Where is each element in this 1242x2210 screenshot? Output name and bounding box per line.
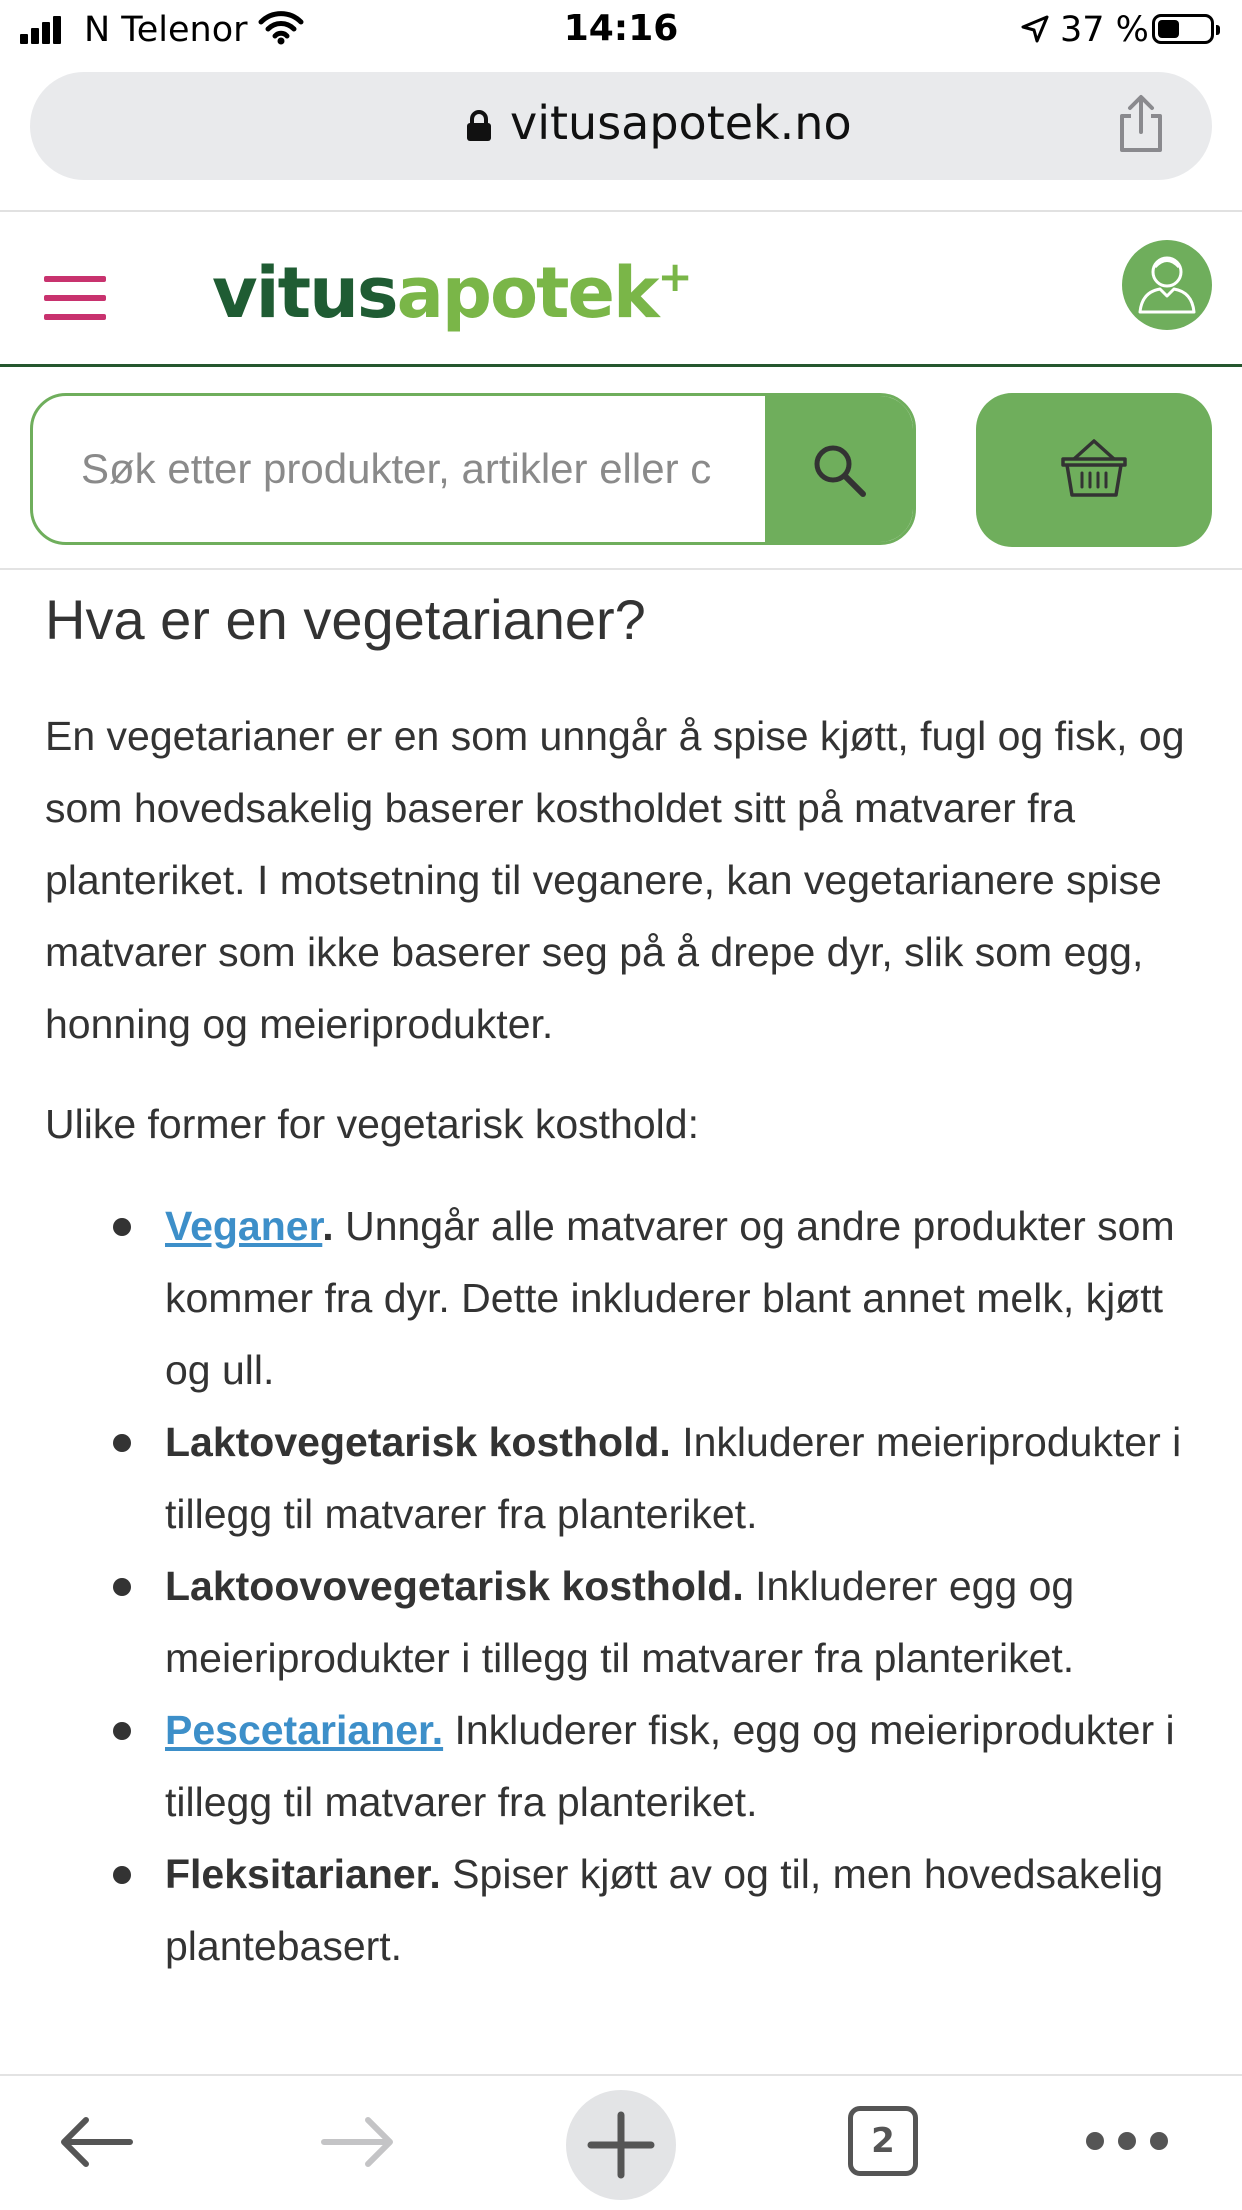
list-item bbox=[45, 1190, 1215, 1406]
list-item bbox=[45, 1406, 1215, 1550]
header-divider bbox=[0, 364, 1242, 367]
hamburger-menu-icon[interactable] bbox=[44, 276, 106, 320]
forward-arrow-icon[interactable] bbox=[318, 2112, 398, 2176]
clock: 14:16 bbox=[563, 8, 679, 49]
list-item bbox=[45, 1694, 1215, 1838]
article-heading: Hva er en vegetarianer? bbox=[45, 588, 646, 651]
article-paragraph: En vegetarianer er en som unngår å spise kjøtt, fugl og fisk, og som hovedsakelig baserer kostholdet sitt på matvarer fra planteriket. I motsetning til veganere, kan vegetarianere spise matvarer som ikke baserer seg på å drepe dyr, slik som egg, honning og meieriprodukter. bbox=[45, 713, 1185, 1047]
bullet bbox=[113, 1218, 131, 1236]
toolbar-divider bbox=[0, 210, 1242, 212]
search-icon bbox=[809, 440, 869, 500]
logo-plus: + bbox=[657, 252, 691, 301]
list-item bbox=[45, 1838, 1215, 1982]
list-item-term: Laktovegetarisk kosthold. bbox=[165, 1419, 671, 1465]
list-item-term: Fleksitarianer. bbox=[165, 1851, 441, 1897]
list-intro: Ulike former for vegetarisk kosthold: bbox=[45, 1101, 699, 1147]
list-item-text: Unngår alle matvarer og andre produkter som kommer fra dyr. Dette inkluderer blant annet melk, kjøtt og ull. bbox=[165, 1203, 1175, 1393]
list-item-text: Inkluderer meieriprodukter i tillegg til matvarer fra planteriket. bbox=[165, 1419, 1182, 1537]
list-item-text: Inkluderer fisk, egg og meieriprodukter i tillegg til matvarer fra planteriket. bbox=[165, 1707, 1175, 1825]
link-pescetarianer[interactable]: Pescetarianer. bbox=[165, 1707, 444, 1753]
term-suffix: . bbox=[322, 1203, 334, 1249]
user-icon[interactable] bbox=[1122, 240, 1212, 330]
list-item bbox=[45, 1550, 1215, 1694]
battery-percent: 37 % bbox=[1060, 10, 1149, 50]
tabs-icon[interactable]: 2 bbox=[848, 2106, 918, 2176]
bullet bbox=[113, 1434, 131, 1452]
list-item-text: Inkluderer egg og meieriprodukter i tillegg til matvarer fra planteriket. bbox=[165, 1563, 1075, 1681]
search-button[interactable] bbox=[765, 396, 913, 542]
plus-icon bbox=[585, 2109, 657, 2181]
battery-icon bbox=[1152, 14, 1214, 44]
new-tab-button[interactable] bbox=[566, 2090, 676, 2200]
location-arrow-icon bbox=[1020, 14, 1050, 48]
site-logo[interactable] bbox=[212, 252, 691, 334]
status-bar bbox=[0, 0, 1242, 62]
bullet bbox=[113, 1722, 131, 1740]
diet-list bbox=[45, 1190, 1215, 1982]
logo-part-vitus: vitus bbox=[212, 252, 397, 334]
share-icon[interactable] bbox=[1116, 94, 1166, 158]
list-item-term: Laktoovovegetarisk kosthold. bbox=[165, 1563, 744, 1609]
article bbox=[45, 570, 1215, 1982]
basket-icon bbox=[1060, 437, 1128, 501]
back-arrow-icon[interactable] bbox=[56, 2112, 136, 2176]
logo-part-apotek: apotek bbox=[396, 252, 658, 334]
url-text[interactable]: vitusapotek.no bbox=[510, 96, 852, 150]
link-veganer[interactable]: Veganer bbox=[165, 1203, 323, 1249]
carrier-name: N Telenor bbox=[84, 10, 248, 50]
bullet bbox=[113, 1578, 131, 1596]
search-input[interactable] bbox=[33, 396, 768, 542]
basket-button[interactable] bbox=[976, 393, 1212, 547]
search-box bbox=[30, 393, 916, 545]
address-bar[interactable] bbox=[30, 72, 1212, 180]
browser-toolbar bbox=[0, 2074, 1242, 2210]
list-item-text: Spiser kjøtt av og til, men hovedsakelig plantebasert. bbox=[165, 1851, 1164, 1969]
lock-icon bbox=[466, 110, 492, 146]
bullet bbox=[113, 1866, 131, 1884]
more-icon[interactable] bbox=[1086, 2132, 1182, 2154]
